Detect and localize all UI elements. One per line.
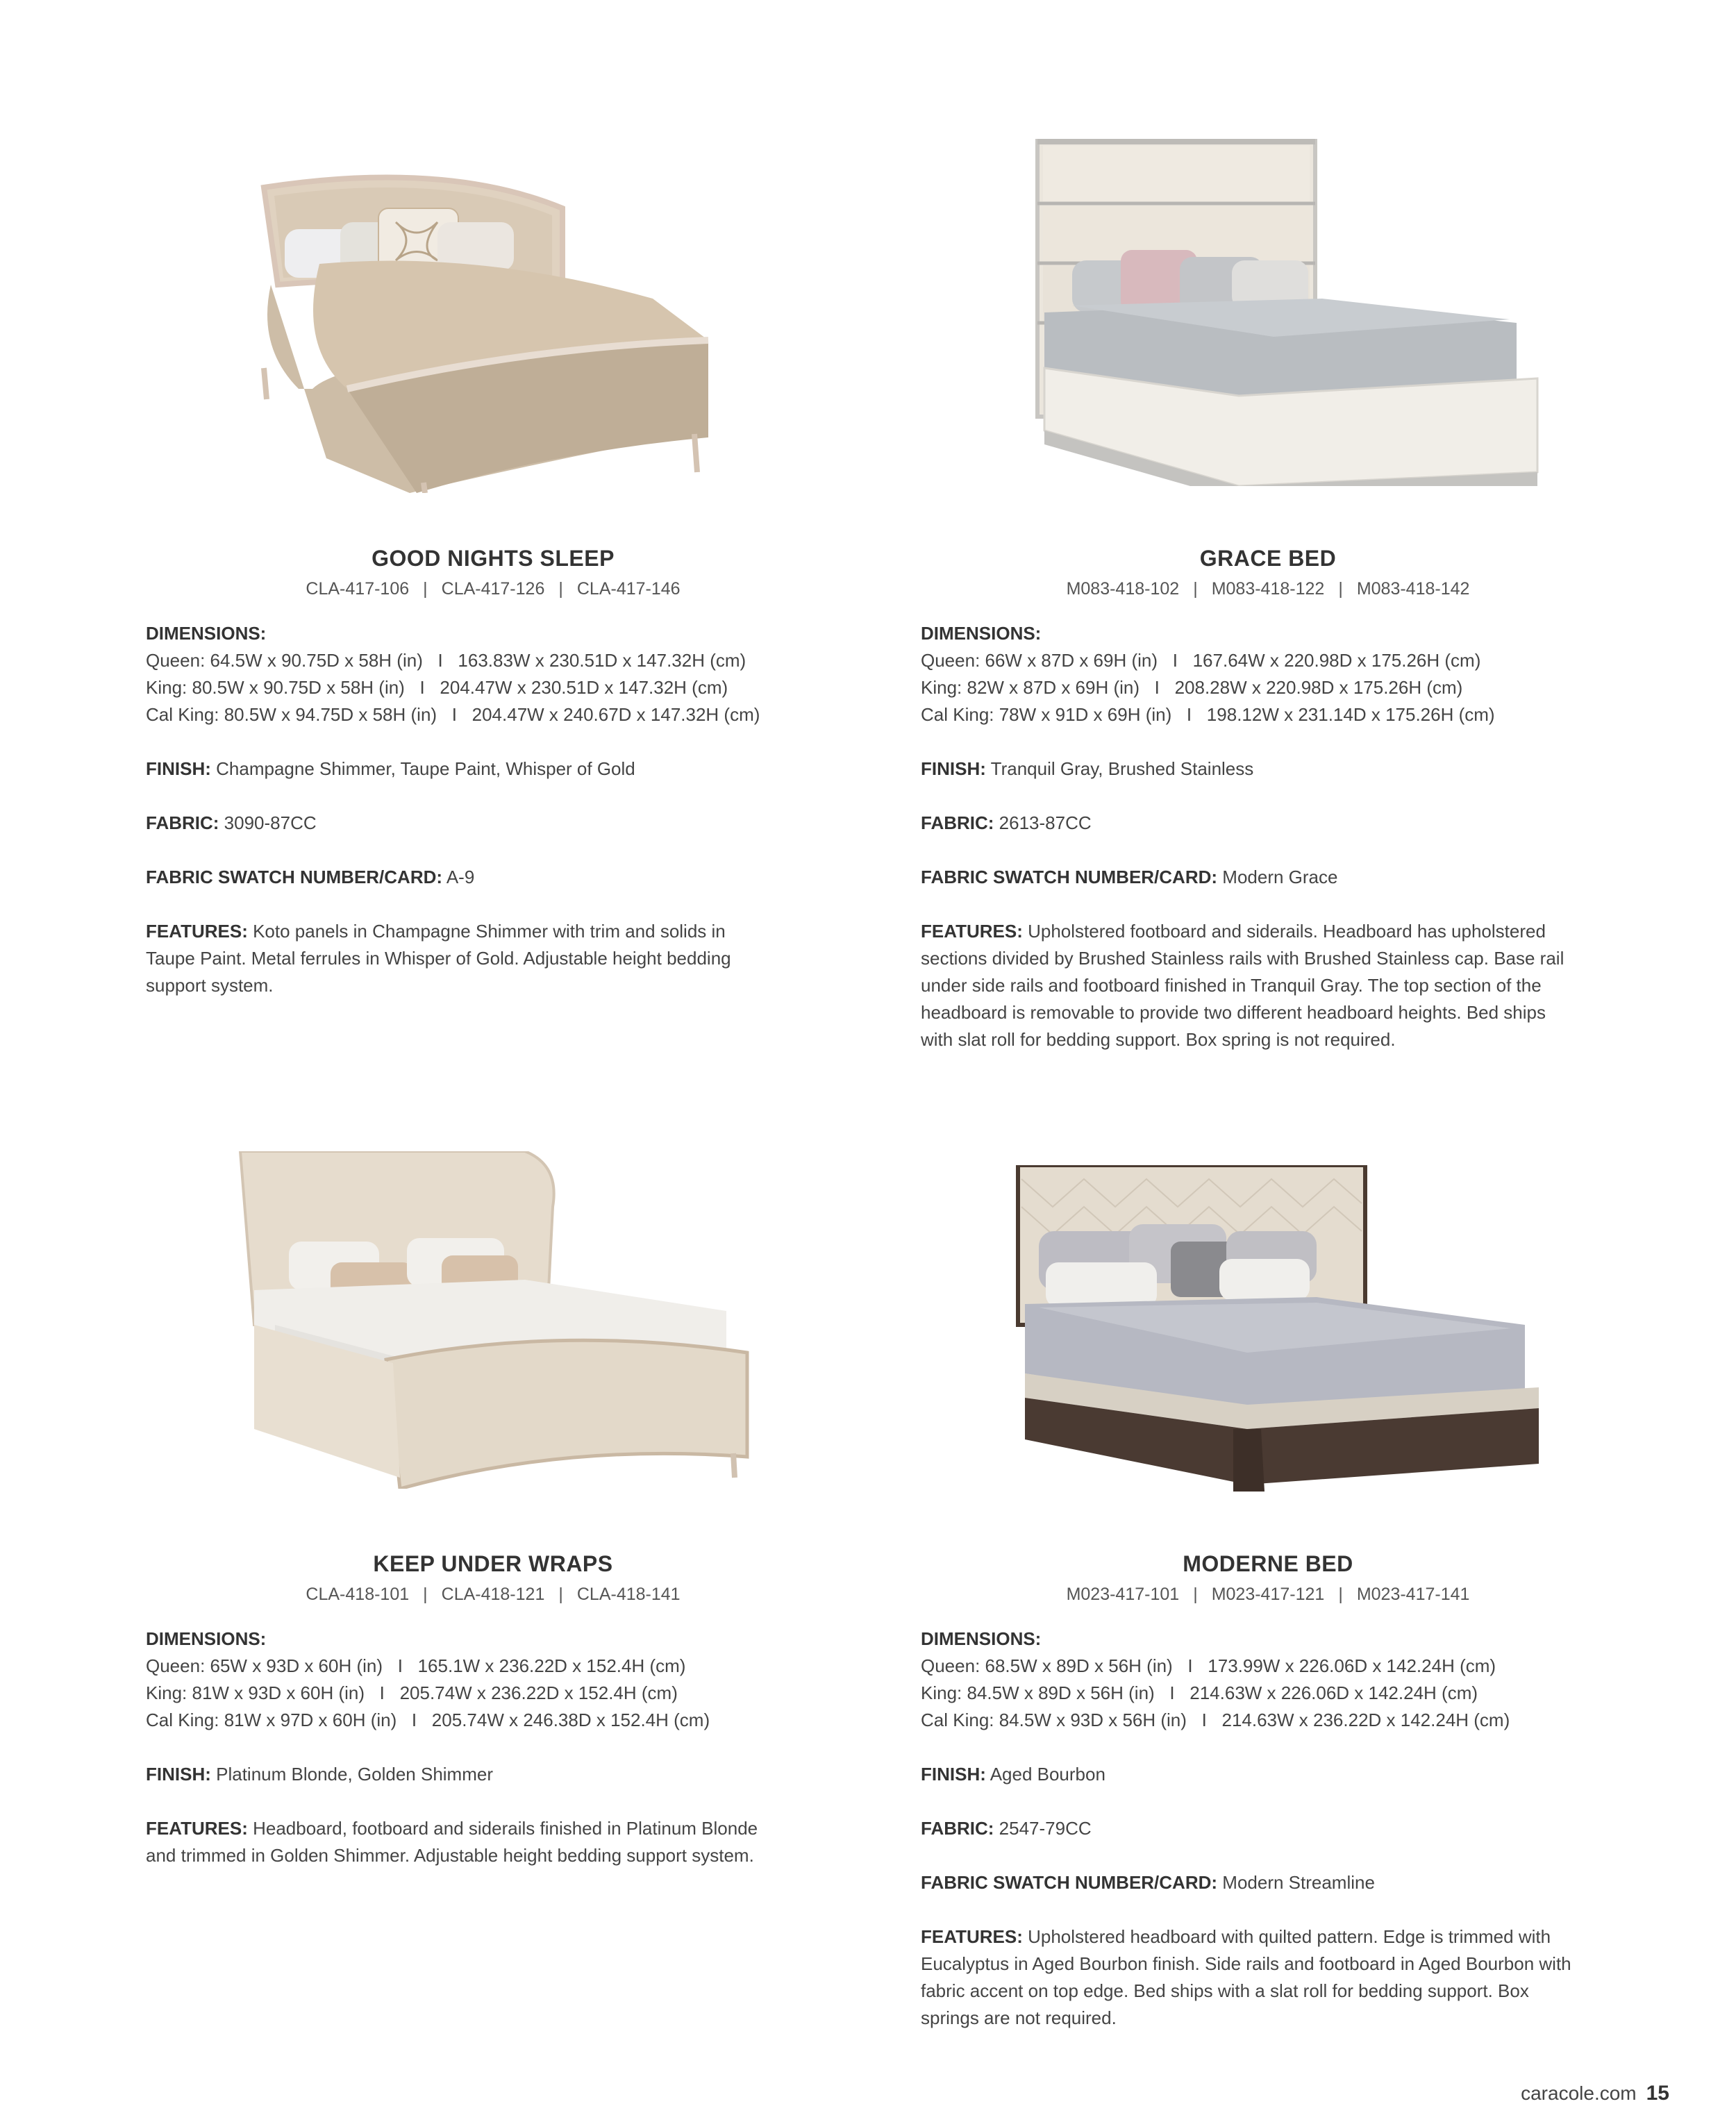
swatch-row	[921, 864, 1587, 891]
dimension-line: King: 81W x 93D x 60H (in) I 205.74W x 236.22D x 152.4H (cm)	[146, 1682, 678, 1703]
product-title: GOOD NIGHTS SLEEP	[372, 546, 615, 571]
finish-row	[921, 755, 1587, 783]
features-value: Koto panels in Champagne Shimmer with trim and solids in Taupe Paint. Metal ferrules in Whisper of Gold. Adjustable height bedding support system.	[146, 921, 731, 996]
product-specs	[921, 620, 1587, 1053]
sku: CLA-418-141	[576, 1585, 681, 1604]
sku: M083-418-122	[1211, 579, 1325, 599]
sku-list: CLA-418-101 | CLA-418-121 | CLA-418-141	[306, 1585, 681, 1604]
page-footer	[1521, 2082, 1669, 2105]
fabric-row	[921, 810, 1587, 837]
product-specs	[146, 620, 812, 999]
sku: M023-417-141	[1356, 1585, 1470, 1604]
moderne-bed-image	[1011, 1165, 1553, 1492]
finish-value: Champagne Shimmer, Taupe Paint, Whisper of Gold	[216, 758, 635, 779]
finish-value: Tranquil Gray, Brushed Stainless	[990, 758, 1254, 779]
swatch-value: Modern Streamline	[1222, 1872, 1375, 1893]
features-value: Upholstered footboard and siderails. Headboard has upholstered sections divided by Brushed Stainless rails with Brushed Stainless cap. Base rail under side rails and footboard finished in Tranquil Gray. The top section of the headboard is removable to provide two different headboard heights. Bed ships with slat roll for bedding support. Box spring is not required.	[921, 921, 1564, 1050]
sku: CLA-418-101	[306, 1585, 410, 1604]
dimension-line: Cal King: 78W x 91D x 69H (in) I 198.12W x 231.14D x 175.26H (cm)	[921, 704, 1495, 725]
swatch-value: Modern Grace	[1222, 867, 1338, 887]
swatch-row	[146, 864, 812, 891]
dimension-line: Cal King: 80.5W x 94.75D x 58H (in) I 204.47W x 240.67D x 147.32H (cm)	[146, 704, 760, 725]
dimensions-label: DIMENSIONS:	[921, 623, 1042, 644]
dimensions-label: DIMENSIONS:	[146, 1628, 267, 1649]
dimension-line: Cal King: 84.5W x 93D x 56H (in) I 214.63W x 236.22D x 142.24H (cm)	[921, 1710, 1510, 1730]
features-row	[921, 1923, 1580, 2032]
fabric-row	[146, 810, 812, 837]
features-label: FEATURES:	[146, 921, 248, 942]
fabric-label: FABRIC:	[921, 812, 994, 833]
fabric-value: 3090-87CC	[224, 812, 317, 833]
sku: CLA-418-121	[441, 1585, 545, 1604]
product-title: GRACE BED	[1199, 546, 1337, 571]
fabric-value: 2547-79CC	[999, 1818, 1092, 1839]
product-specs	[921, 1626, 1587, 2032]
fabric-row	[921, 1815, 1587, 1842]
sku-list: M023-417-101 | M023-417-121 | M023-417-141	[1066, 1585, 1470, 1604]
features-value: Headboard, footboard and siderails finished in Platinum Blonde and trimmed in Golden Shimmer. Adjustable height bedding support system.	[146, 1818, 758, 1866]
features-label: FEATURES:	[921, 1926, 1023, 1947]
finish-label: FINISH:	[146, 1764, 211, 1785]
good-nights-sleep-bed-image	[236, 167, 750, 493]
dimension-line: Queen: 66W x 87D x 69H (in) I 167.64W x 220.98D x 175.26H (cm)	[921, 650, 1481, 671]
sku: CLA-417-106	[306, 579, 410, 599]
sku: M083-418-102	[1066, 579, 1180, 599]
finish-value: Aged Bourbon	[990, 1764, 1105, 1785]
keep-under-wraps-bed-image	[233, 1151, 761, 1489]
swatch-label: FABRIC SWATCH NUMBER/CARD:	[146, 867, 443, 887]
finish-row	[146, 1761, 812, 1788]
sku-list: M083-418-102 | M083-418-122 | M083-418-142	[1066, 579, 1470, 599]
fabric-value: 2613-87CC	[999, 812, 1092, 833]
page-number: 15	[1646, 2082, 1669, 2105]
swatch-label: FABRIC SWATCH NUMBER/CARD:	[921, 1872, 1218, 1893]
dimension-line: King: 80.5W x 90.75D x 58H (in) I 204.47W x 230.51D x 147.32H (cm)	[146, 677, 728, 698]
finish-row	[146, 755, 812, 783]
site-link[interactable]: caracole.com	[1521, 2082, 1637, 2104]
sku-list: CLA-417-106 | CLA-417-126 | CLA-417-146	[306, 579, 681, 599]
sku: M083-418-142	[1356, 579, 1470, 599]
dimension-line: Queen: 64.5W x 90.75D x 58H (in) I 163.83W x 230.51D x 147.32H (cm)	[146, 650, 746, 671]
sku: CLA-417-146	[576, 579, 681, 599]
finish-value: Platinum Blonde, Golden Shimmer	[216, 1764, 493, 1785]
dimensions-label: DIMENSIONS:	[146, 623, 267, 644]
features-label: FEATURES:	[921, 921, 1023, 942]
features-value: Upholstered headboard with quilted pattern. Edge is trimmed with Eucalyptus in Aged Bourbon finish. Side rails and footboard in Aged Bourbon with fabric accent on top edge. Bed ships with a slat roll for bedding support. Box springs are not required.	[921, 1926, 1571, 2028]
fabric-label: FABRIC:	[146, 812, 219, 833]
sku: M023-417-101	[1066, 1585, 1180, 1604]
finish-label: FINISH:	[921, 1764, 986, 1785]
finish-label: FINISH:	[146, 758, 211, 779]
product-title: KEEP UNDER WRAPS	[373, 1551, 613, 1576]
product-title: MODERNE BED	[1183, 1551, 1353, 1576]
finish-label: FINISH:	[921, 758, 986, 779]
sku: M023-417-121	[1211, 1585, 1325, 1604]
features-row	[146, 918, 771, 999]
fabric-label: FABRIC:	[921, 1818, 994, 1839]
swatch-label: FABRIC SWATCH NUMBER/CARD:	[921, 867, 1218, 887]
dimension-line: King: 84.5W x 89D x 56H (in) I 214.63W x 226.06D x 142.24H (cm)	[921, 1682, 1478, 1703]
grace-bed-image	[1030, 139, 1553, 486]
swatch-row	[921, 1869, 1587, 1896]
features-label: FEATURES:	[146, 1818, 248, 1839]
dimensions-label: DIMENSIONS:	[921, 1628, 1042, 1649]
swatch-value: A-9	[446, 867, 475, 887]
features-row	[146, 1815, 785, 1869]
finish-row	[921, 1761, 1587, 1788]
dimension-line: Cal King: 81W x 97D x 60H (in) I 205.74W x 246.38D x 152.4H (cm)	[146, 1710, 710, 1730]
sku: CLA-417-126	[441, 579, 545, 599]
features-row	[921, 918, 1580, 1053]
dimension-line: Queen: 68.5W x 89D x 56H (in) I 173.99W x 226.06D x 142.24H (cm)	[921, 1655, 1496, 1676]
dimension-line: Queen: 65W x 93D x 60H (in) I 165.1W x 236.22D x 152.4H (cm)	[146, 1655, 686, 1676]
product-specs	[146, 1626, 812, 1869]
dimension-line: King: 82W x 87D x 69H (in) I 208.28W x 220.98D x 175.26H (cm)	[921, 677, 1463, 698]
